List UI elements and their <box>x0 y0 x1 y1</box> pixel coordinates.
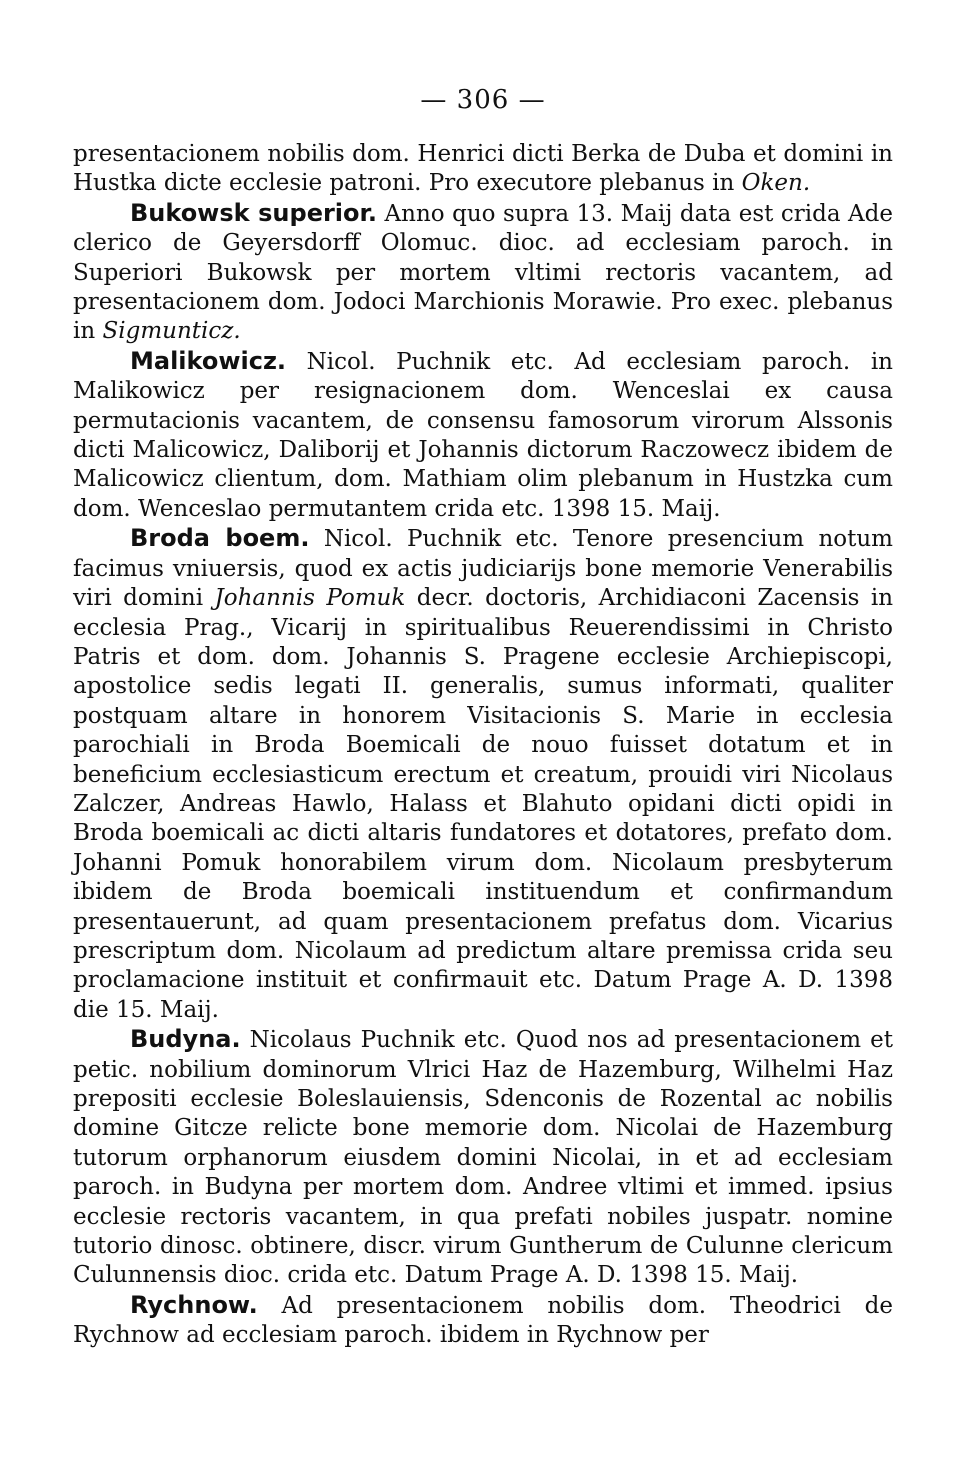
entry-text: presentacionem nobilis dom. Henrici dicti Berka de Duba et domini in Hustka dicte ecclesie patroni. Pro executore plebanus in <box>73 141 893 197</box>
entry-bukowsk-superior <box>73 199 893 347</box>
entry-lemma: Budyna. <box>130 1025 241 1054</box>
entry-budyna <box>73 1025 893 1291</box>
entry-broda-boem <box>73 524 893 1025</box>
person-name: Johannis Pomuk <box>214 585 406 612</box>
entry-rychnow <box>73 1291 893 1351</box>
entry-text: Nicolaus Puchnik etc. Quod nos ad presentacionem et petic. nobilium dominorum Vlrici Haz de Hazemburg, Wilhelmi Haz prepositi ecclesie Boleslauiensis, Sdenconis de Rozental ac nobilis domine Gitcze relicte bone memorie dom. Nicolai de Hazemburg tutorum orphanorum eiusdem domini Nicolai, in et ad ecclesiam paroch. in Budyna per mortem dom. Andree vltimi et immed. ipsius ecclesie rectoris vacantem, in qua prefati nobiles juspatr. nomine tutorio dinosc. obtinere, discr. virum Guntherum de Culunne clericum Culunnensis dioc. crida etc. Datum Prage A. D. 1398 15. Maij. <box>73 1027 893 1289</box>
entry-text: decr. doctoris, Archidiaconi Zacensis in ecclesia Prag., Vicarij in spiritualibus Reuerendissimi in Christo Patris et dom. dom. Johannis S. Pragene ecclesie Archiepiscopi, apostolice sedis legati II. generalis, sumus informati, qualiter postquam altare in honorem Visitacionis S. Marie in ecclesia parochiali in Broda Boemicali de nouo fuisset dotatum et in beneficium ecclesiasticum erectum et creatum, prouidi viri Nicolaus Zalczer, Andreas Hawlo, Halass et Blahuto opidani dicti opidi in Broda boemicali ac dicti altaris fundatores et dotatores, prefato dom. Johanni Pomuk honorabilem virum dom. Nicolaum presbyterum ibidem de Broda boemicali instituendum et confirmandum presentauerunt, ad quam presentacionem prefatus dom. Vicarius prescriptum dom. Nicolaum ad predictum altare premissa crida seu proclamacione instituit et confirmauit etc. Datum Prage A. D. 1398 die 15. Maij. <box>73 585 894 1023</box>
entry-text: Nicol. Puchnik etc. Ad ecclesiam paroch. in Malikowicz per resignacionem dom. Wenceslai ex causa permutacionis vacantem, de consensu famosorum virorum Alssonis dicti Malicowicz, Daliborij et Johannis dictorum Raczowecz ibidem de Malicowicz clientum, dom. Mathiam olim plebanum in Hustzka cum dom. Wenceslao permutantem crida etc. 1398 15. Maij. <box>73 348 893 522</box>
place-name: Sigmunticz. <box>102 318 241 345</box>
entry-lemma: Bukowsk superior. <box>130 198 378 227</box>
entry-text: Nicol. Puchnik etc. Tenore presencium notum facimus vniuersis, quod ex actis judiciarijs bone memorie Venerabilis viri domini <box>73 526 893 612</box>
entry-malikowicz <box>73 347 893 524</box>
document-page <box>73 84 893 1351</box>
entry-lemma: Malikowicz. <box>130 346 287 375</box>
entry-continuation <box>73 140 893 199</box>
entry-lemma: Broda boem. <box>130 524 310 553</box>
entry-text: Anno quo supra 13. Maij data est crida Ade clerico de Geyersdorff Olomuc. dioc. ad ecclesiam paroch. in Superiori Bukowsk per mortem vltimi rectoris vacantem, ad presentacionem dom. Jodoci Marchionis Morawie. Pro exec. plebanus in <box>73 200 893 345</box>
entry-text: Ad presentacionem nobilis dom. Theodrici de Rychnow ad ecclesiam paroch. ibidem in Rychnow per <box>73 1292 893 1349</box>
entry-lemma: Rychnow. <box>130 1290 258 1319</box>
place-name: Oken. <box>741 170 811 197</box>
page-number: — 306 — <box>420 85 546 115</box>
